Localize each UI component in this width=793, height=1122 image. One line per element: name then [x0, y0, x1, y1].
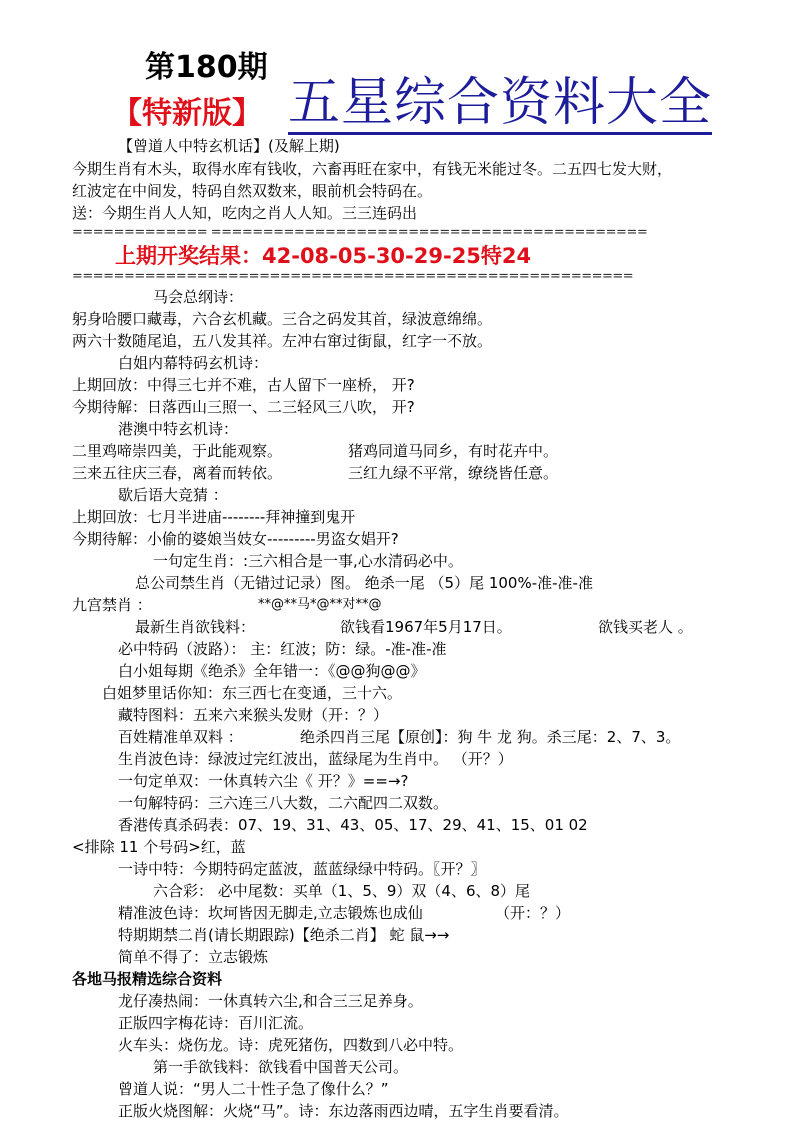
text-line: 精准波色诗：坎坷皆因无脚走,立志锻炼也成仙	[118, 904, 423, 922]
text-line: 正版火烧图解：火烧“马”。诗：东边落雨西边晴，五字生肖要看清。	[118, 1102, 569, 1120]
section-heading: 各地马报精选综合资料	[72, 970, 223, 988]
edition-label: 【特新版】	[112, 96, 262, 131]
text-line: 上期回放：中得三七并不难，古人留下一座桥， 开?	[72, 376, 415, 394]
text-line: 六合彩： 必中尾数：买单（1、5、9）双（4、6、8）尾	[153, 882, 531, 900]
text-line: 欲钱买老人 。	[598, 618, 693, 636]
text-line: （开：？）	[495, 904, 571, 922]
text-line: 白小姐每期《绝杀》全年错一：《@@狗@@》	[118, 662, 426, 680]
text-line: 火车头：烧伤龙。诗：虎死猪伤，四数到八必中特。	[118, 1036, 464, 1054]
text-line: 两六十数随尾追，五八发其祥。左冲右窜过街鼠，红字一不放。	[72, 332, 493, 350]
last-draw-result: 上期开奖结果：42-08-05-30-29-25特24	[115, 244, 532, 268]
text-line: 欲钱看1967年5月17日。	[340, 618, 512, 636]
text-line: 三红九绿不平常，缭绕皆任意。	[348, 464, 559, 482]
text-line: 一句解特码：三六连三八大数，二六配四二双数。	[118, 794, 449, 812]
issue-number: 第180期	[145, 50, 268, 85]
text-line: 送：今期生肖人人知，吃肉之肖人人知。三三连码出	[72, 204, 418, 222]
text-line: 九宫禁肖 ：	[72, 596, 152, 614]
text-line: 红波定在中间发，特码自然双数来，眼前机会特码在。	[72, 182, 433, 200]
text-line: 最新生肖欲钱料：	[135, 618, 256, 636]
text-line: 龙仔凑热闹：一休真转六尘,和合三三足养身。	[118, 992, 423, 1010]
text-line: 简单不得了：立志锻炼	[118, 948, 269, 966]
text-line: 正版四字梅花诗：百川汇流。	[118, 1014, 314, 1032]
page-title: 五星综合资料大全	[288, 73, 713, 133]
section-heading: 歇后语大竞猜 ：	[118, 486, 228, 504]
text-line: 百姓精准单双料 ：	[118, 728, 243, 746]
text-line: **@**马*@**对**@	[258, 597, 382, 612]
text-line: 今期待解：日落西山三照一、二三轻风三八吹， 开?	[72, 398, 415, 416]
section-heading: 白姐内幕特码玄机诗：	[118, 354, 269, 372]
text-line: 二里鸡啼崇四美，于此能观察。	[72, 442, 283, 460]
text-line: 生肖波色诗：绿波过完红波出，蓝绿尾为生肖中。 （开？）	[118, 750, 513, 768]
text-line: 一句定单双：一休真转六尘《 开？》==→?	[118, 772, 409, 790]
text-line: 白姐梦里话你知：东三西七在变通，三十六。	[102, 684, 403, 702]
text-line: 【曾道人中特玄机话】(及解上期)	[118, 137, 340, 155]
text-line: 第一手欲钱料：欲钱看中国普天公司。	[153, 1058, 409, 1076]
text-line: 今期生肖有木头，取得水库有钱收，六畜再旺在家中，有钱无米能过冬。二五四七发大财，	[72, 160, 673, 178]
section-heading: 港澳中特玄机诗：	[118, 420, 239, 438]
text-line: 香港传真杀码表：07、19、31、43、05、17、29、41、15、01 02	[118, 816, 588, 834]
text-line: 今期待解：小偷的婆娘当妓女---------男盗女娼开?	[72, 530, 399, 548]
text-line: 绝杀四肖三尾【原创】：狗 牛 龙 狗。杀三尾：2、7、3。	[300, 728, 681, 746]
text-line: 猪鸡同道马同乡，有时花卉中。	[348, 442, 559, 460]
section-heading: 马会总纲诗：	[153, 288, 244, 306]
text-line: 总公司禁生肖（无错过记录）图。 绝杀一尾 （5）尾 100%-准-准-准	[135, 574, 593, 592]
text-line: 特期期禁二肖(请长期跟踪)【绝杀二肖】 蛇 鼠→→	[118, 926, 450, 944]
separator-line: ============= ==========================================	[72, 225, 648, 240]
text-line: <排除 11 个号码>红，蓝	[72, 838, 246, 856]
text-line: 藏特图料：五来六来猴头发财（开：？）	[118, 706, 389, 724]
text-line: 躬身哈腰口藏毒，六合玄机藏。三合之码发其首，绿波意绵绵。	[72, 310, 493, 328]
text-line: 必中特码（波路）： 主：红波；防：绿。-准-准-准	[118, 640, 447, 658]
text-line: 三来五往庆三春，离着而转依。	[72, 464, 283, 482]
text-line: 一诗中特：今期特码定蓝波，蓝蓝绿绿中特码。〖开？〗	[118, 860, 486, 878]
separator-line: ======================================================	[72, 269, 634, 284]
text-line: 上期回放：七月半进庙--------拜神撞到鬼开	[72, 508, 356, 526]
text-line: 一句定生肖：:三六相合是一事,心水清码必中。	[153, 552, 463, 570]
text-line: 曾道人说：“男人二十性子急了像什么？”	[118, 1080, 389, 1098]
